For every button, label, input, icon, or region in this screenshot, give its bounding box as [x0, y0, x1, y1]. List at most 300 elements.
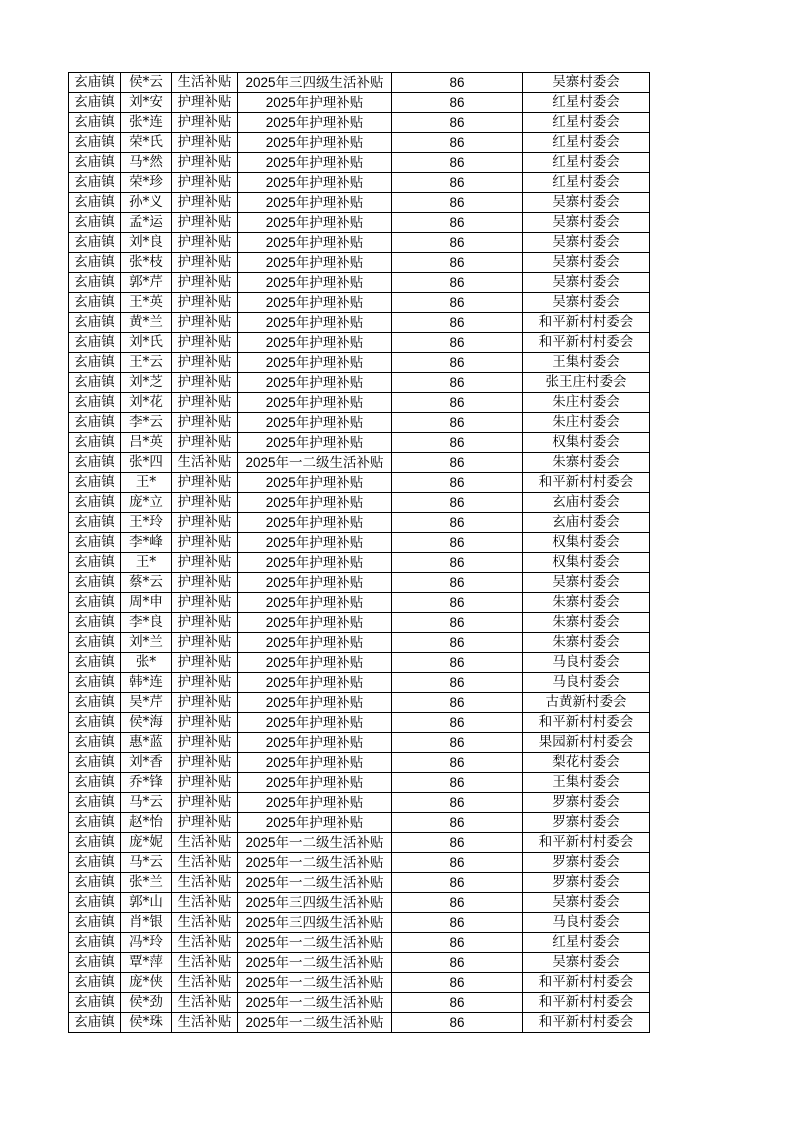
village-cell: 吴寨村委会 — [523, 573, 650, 593]
table-row — [69, 593, 650, 613]
amount-cell: 86 — [392, 733, 523, 753]
name-cell: 黄*兰 — [121, 313, 172, 333]
town-cell: 玄庙镇 — [69, 133, 121, 153]
subsidy-item-cell: 2025年护理补贴 — [238, 653, 392, 673]
subsidy-type-cell: 护理补贴 — [172, 593, 238, 613]
table-row — [69, 613, 650, 633]
subsidy-type-cell: 护理补贴 — [172, 213, 238, 233]
name-cell: 庞*立 — [121, 493, 172, 513]
table-row — [69, 853, 650, 873]
subsidy-type-cell: 生活补贴 — [172, 873, 238, 893]
name-cell: 荣*珍 — [121, 173, 172, 193]
town-cell: 玄庙镇 — [69, 113, 121, 133]
amount-cell: 86 — [392, 793, 523, 813]
subsidy-item-cell: 2025年护理补贴 — [238, 353, 392, 373]
subsidy-item-cell: 2025年护理补贴 — [238, 133, 392, 153]
town-cell: 玄庙镇 — [69, 693, 121, 713]
village-cell: 罗寨村委会 — [523, 793, 650, 813]
table-row — [69, 193, 650, 213]
subsidy-item-cell: 2025年护理补贴 — [238, 593, 392, 613]
name-cell: 王*云 — [121, 353, 172, 373]
subsidy-item-cell: 2025年一二级生活补贴 — [238, 1013, 392, 1033]
name-cell: 孟*运 — [121, 213, 172, 233]
table-row — [69, 433, 650, 453]
town-cell: 玄庙镇 — [69, 873, 121, 893]
town-cell: 玄庙镇 — [69, 473, 121, 493]
town-cell: 玄庙镇 — [69, 573, 121, 593]
subsidy-item-cell: 2025年护理补贴 — [238, 173, 392, 193]
subsidy-type-cell: 护理补贴 — [172, 673, 238, 693]
table-row — [69, 533, 650, 553]
village-cell: 权集村委会 — [523, 533, 650, 553]
amount-cell: 86 — [392, 993, 523, 1013]
subsidy-item-cell: 2025年一二级生活补贴 — [238, 953, 392, 973]
subsidy-type-cell: 生活补贴 — [172, 973, 238, 993]
subsidy-type-cell: 护理补贴 — [172, 413, 238, 433]
town-cell: 玄庙镇 — [69, 313, 121, 333]
town-cell: 玄庙镇 — [69, 353, 121, 373]
amount-cell: 86 — [392, 393, 523, 413]
amount-cell: 86 — [392, 73, 523, 93]
amount-cell: 86 — [392, 873, 523, 893]
amount-cell: 86 — [392, 833, 523, 853]
village-cell: 红星村委会 — [523, 93, 650, 113]
amount-cell: 86 — [392, 513, 523, 533]
village-cell: 吴寨村委会 — [523, 73, 650, 93]
village-cell: 和平新村村委会 — [523, 473, 650, 493]
table-row — [69, 793, 650, 813]
subsidy-item-cell: 2025年护理补贴 — [238, 213, 392, 233]
table-row — [69, 933, 650, 953]
amount-cell: 86 — [392, 373, 523, 393]
table-row — [69, 173, 650, 193]
town-cell: 玄庙镇 — [69, 413, 121, 433]
name-cell: 马*云 — [121, 853, 172, 873]
name-cell: 王* — [121, 553, 172, 573]
table-row — [69, 953, 650, 973]
town-cell: 玄庙镇 — [69, 1013, 121, 1033]
table-row — [69, 833, 650, 853]
subsidy-type-cell: 护理补贴 — [172, 813, 238, 833]
subsidy-item-cell: 2025年护理补贴 — [238, 473, 392, 493]
subsidy-item-cell: 2025年护理补贴 — [238, 333, 392, 353]
town-cell: 玄庙镇 — [69, 213, 121, 233]
town-cell: 玄庙镇 — [69, 433, 121, 453]
table-row — [69, 773, 650, 793]
town-cell: 玄庙镇 — [69, 73, 121, 93]
name-cell: 郭*山 — [121, 893, 172, 913]
village-cell: 马良村委会 — [523, 673, 650, 693]
village-cell: 朱寨村委会 — [523, 453, 650, 473]
town-cell: 玄庙镇 — [69, 793, 121, 813]
subsidy-type-cell: 护理补贴 — [172, 253, 238, 273]
subsidy-type-cell: 护理补贴 — [172, 473, 238, 493]
village-cell: 梨花村委会 — [523, 753, 650, 773]
subsidy-item-cell: 2025年一二级生活补贴 — [238, 853, 392, 873]
subsidy-type-cell: 护理补贴 — [172, 353, 238, 373]
village-cell: 红星村委会 — [523, 933, 650, 953]
table-row — [69, 653, 650, 673]
subsidy-type-cell: 护理补贴 — [172, 613, 238, 633]
name-cell: 冯*玲 — [121, 933, 172, 953]
name-cell: 郭*芹 — [121, 273, 172, 293]
name-cell: 刘*花 — [121, 393, 172, 413]
village-cell: 玄庙村委会 — [523, 513, 650, 533]
amount-cell: 86 — [392, 633, 523, 653]
amount-cell: 86 — [392, 893, 523, 913]
name-cell: 刘*安 — [121, 93, 172, 113]
name-cell: 刘*兰 — [121, 633, 172, 653]
amount-cell: 86 — [392, 113, 523, 133]
name-cell: 张*四 — [121, 453, 172, 473]
amount-cell: 86 — [392, 453, 523, 473]
amount-cell: 86 — [392, 1013, 523, 1033]
town-cell: 玄庙镇 — [69, 953, 121, 973]
subsidy-item-cell: 2025年护理补贴 — [238, 393, 392, 413]
table-row — [69, 273, 650, 293]
subsidy-item-cell: 2025年三四级生活补贴 — [238, 913, 392, 933]
table-row — [69, 313, 650, 333]
village-cell: 古黄新村委会 — [523, 693, 650, 713]
subsidy-item-cell: 2025年护理补贴 — [238, 553, 392, 573]
table-row — [69, 353, 650, 373]
village-cell: 和平新村村委会 — [523, 313, 650, 333]
town-cell: 玄庙镇 — [69, 193, 121, 213]
table-row — [69, 373, 650, 393]
subsidy-item-cell: 2025年护理补贴 — [238, 713, 392, 733]
town-cell: 玄庙镇 — [69, 853, 121, 873]
town-cell: 玄庙镇 — [69, 973, 121, 993]
subsidy-type-cell: 护理补贴 — [172, 93, 238, 113]
table-row — [69, 573, 650, 593]
table-row — [69, 673, 650, 693]
table-row — [69, 493, 650, 513]
amount-cell: 86 — [392, 233, 523, 253]
table-row — [69, 233, 650, 253]
village-cell: 吴寨村委会 — [523, 273, 650, 293]
name-cell: 张*兰 — [121, 873, 172, 893]
amount-cell: 86 — [392, 913, 523, 933]
town-cell: 玄庙镇 — [69, 513, 121, 533]
village-cell: 马良村委会 — [523, 653, 650, 673]
table-row — [69, 873, 650, 893]
table-row — [69, 753, 650, 773]
subsidy-item-cell: 2025年护理补贴 — [238, 273, 392, 293]
town-cell: 玄庙镇 — [69, 893, 121, 913]
subsidy-item-cell: 2025年护理补贴 — [238, 293, 392, 313]
town-cell: 玄庙镇 — [69, 93, 121, 113]
subsidy-item-cell: 2025年护理补贴 — [238, 573, 392, 593]
village-cell: 和平新村村委会 — [523, 973, 650, 993]
table-row — [69, 1013, 650, 1033]
town-cell: 玄庙镇 — [69, 653, 121, 673]
subsidy-type-cell: 护理补贴 — [172, 113, 238, 133]
subsidy-item-cell: 2025年护理补贴 — [238, 513, 392, 533]
village-cell: 吴寨村委会 — [523, 953, 650, 973]
town-cell: 玄庙镇 — [69, 673, 121, 693]
subsidy-table-sheet — [68, 72, 650, 1033]
town-cell: 玄庙镇 — [69, 533, 121, 553]
amount-cell: 86 — [392, 253, 523, 273]
village-cell: 朱寨村委会 — [523, 633, 650, 653]
village-cell: 红星村委会 — [523, 173, 650, 193]
village-cell: 朱庄村委会 — [523, 393, 650, 413]
table-row — [69, 93, 650, 113]
table-row — [69, 473, 650, 493]
village-cell: 和平新村村委会 — [523, 713, 650, 733]
name-cell: 侯*云 — [121, 73, 172, 93]
town-cell: 玄庙镇 — [69, 733, 121, 753]
subsidy-type-cell: 生活补贴 — [172, 853, 238, 873]
subsidy-type-cell: 护理补贴 — [172, 753, 238, 773]
subsidy-item-cell: 2025年护理补贴 — [238, 613, 392, 633]
subsidy-item-cell: 2025年护理补贴 — [238, 533, 392, 553]
subsidy-type-cell: 护理补贴 — [172, 233, 238, 253]
village-cell: 权集村委会 — [523, 553, 650, 573]
name-cell: 韩*连 — [121, 673, 172, 693]
amount-cell: 86 — [392, 613, 523, 633]
name-cell: 庞*侠 — [121, 973, 172, 993]
amount-cell: 86 — [392, 593, 523, 613]
town-cell: 玄庙镇 — [69, 393, 121, 413]
subsidy-item-cell: 2025年一二级生活补贴 — [238, 973, 392, 993]
subsidy-type-cell: 护理补贴 — [172, 533, 238, 553]
name-cell: 马*然 — [121, 153, 172, 173]
amount-cell: 86 — [392, 433, 523, 453]
town-cell: 玄庙镇 — [69, 153, 121, 173]
subsidy-type-cell: 护理补贴 — [172, 653, 238, 673]
subsidy-type-cell: 护理补贴 — [172, 273, 238, 293]
name-cell: 刘*香 — [121, 753, 172, 773]
table-row — [69, 333, 650, 353]
subsidy-table-body — [69, 73, 650, 1033]
amount-cell: 86 — [392, 533, 523, 553]
town-cell: 玄庙镇 — [69, 813, 121, 833]
subsidy-type-cell: 护理补贴 — [172, 713, 238, 733]
amount-cell: 86 — [392, 133, 523, 153]
subsidy-type-cell: 生活补贴 — [172, 953, 238, 973]
subsidy-item-cell: 2025年护理补贴 — [238, 153, 392, 173]
amount-cell: 86 — [392, 93, 523, 113]
village-cell: 朱庄村委会 — [523, 413, 650, 433]
subsidy-item-cell: 2025年一二级生活补贴 — [238, 993, 392, 1013]
amount-cell: 86 — [392, 173, 523, 193]
town-cell: 玄庙镇 — [69, 493, 121, 513]
subsidy-item-cell: 2025年护理补贴 — [238, 773, 392, 793]
name-cell: 覃*萍 — [121, 953, 172, 973]
subsidy-type-cell: 护理补贴 — [172, 513, 238, 533]
amount-cell: 86 — [392, 153, 523, 173]
town-cell: 玄庙镇 — [69, 173, 121, 193]
subsidy-type-cell: 生活补贴 — [172, 833, 238, 853]
subsidy-type-cell: 护理补贴 — [172, 313, 238, 333]
amount-cell: 86 — [392, 693, 523, 713]
amount-cell: 86 — [392, 673, 523, 693]
table-row — [69, 633, 650, 653]
town-cell: 玄庙镇 — [69, 333, 121, 353]
table-row — [69, 453, 650, 473]
amount-cell: 86 — [392, 473, 523, 493]
amount-cell: 86 — [392, 493, 523, 513]
town-cell: 玄庙镇 — [69, 833, 121, 853]
village-cell: 红星村委会 — [523, 153, 650, 173]
village-cell: 罗寨村委会 — [523, 853, 650, 873]
name-cell: 刘*芝 — [121, 373, 172, 393]
subsidy-item-cell: 2025年三四级生活补贴 — [238, 73, 392, 93]
town-cell: 玄庙镇 — [69, 253, 121, 273]
town-cell: 玄庙镇 — [69, 273, 121, 293]
village-cell: 吴寨村委会 — [523, 193, 650, 213]
amount-cell: 86 — [392, 933, 523, 953]
subsidy-type-cell: 护理补贴 — [172, 793, 238, 813]
town-cell: 玄庙镇 — [69, 233, 121, 253]
amount-cell: 86 — [392, 313, 523, 333]
subsidy-item-cell: 2025年护理补贴 — [238, 313, 392, 333]
name-cell: 侯*海 — [121, 713, 172, 733]
village-cell: 马良村委会 — [523, 913, 650, 933]
subsidy-type-cell: 护理补贴 — [172, 553, 238, 573]
village-cell: 吴寨村委会 — [523, 253, 650, 273]
table-row — [69, 393, 650, 413]
village-cell: 朱寨村委会 — [523, 613, 650, 633]
subsidy-item-cell: 2025年护理补贴 — [238, 373, 392, 393]
subsidy-item-cell: 2025年护理补贴 — [238, 193, 392, 213]
subsidy-type-cell: 护理补贴 — [172, 133, 238, 153]
village-cell: 玄庙村委会 — [523, 493, 650, 513]
village-cell: 罗寨村委会 — [523, 873, 650, 893]
town-cell: 玄庙镇 — [69, 453, 121, 473]
subsidy-type-cell: 护理补贴 — [172, 433, 238, 453]
village-cell: 和平新村村委会 — [523, 993, 650, 1013]
village-cell: 吴寨村委会 — [523, 893, 650, 913]
village-cell: 果园新村村委会 — [523, 733, 650, 753]
subsidy-type-cell: 护理补贴 — [172, 393, 238, 413]
town-cell: 玄庙镇 — [69, 713, 121, 733]
village-cell: 红星村委会 — [523, 133, 650, 153]
amount-cell: 86 — [392, 413, 523, 433]
village-cell: 王集村委会 — [523, 353, 650, 373]
table-row — [69, 733, 650, 753]
amount-cell: 86 — [392, 353, 523, 373]
village-cell: 朱寨村委会 — [523, 593, 650, 613]
name-cell: 李*良 — [121, 613, 172, 633]
subsidy-type-cell: 护理补贴 — [172, 193, 238, 213]
name-cell: 李*峰 — [121, 533, 172, 553]
subsidy-type-cell: 护理补贴 — [172, 733, 238, 753]
town-cell: 玄庙镇 — [69, 593, 121, 613]
subsidy-item-cell: 2025年护理补贴 — [238, 673, 392, 693]
subsidy-type-cell: 护理补贴 — [172, 773, 238, 793]
subsidy-type-cell: 生活补贴 — [172, 453, 238, 473]
table-row — [69, 913, 650, 933]
subsidy-type-cell: 护理补贴 — [172, 573, 238, 593]
table-row — [69, 713, 650, 733]
name-cell: 刘*良 — [121, 233, 172, 253]
name-cell: 孙*义 — [121, 193, 172, 213]
name-cell: 张* — [121, 653, 172, 673]
table-row — [69, 693, 650, 713]
subsidy-type-cell: 生活补贴 — [172, 913, 238, 933]
amount-cell: 86 — [392, 573, 523, 593]
name-cell: 侯*劲 — [121, 993, 172, 1013]
name-cell: 乔*锋 — [121, 773, 172, 793]
table-row — [69, 213, 650, 233]
table-row — [69, 253, 650, 273]
town-cell: 玄庙镇 — [69, 913, 121, 933]
subsidy-type-cell: 护理补贴 — [172, 633, 238, 653]
name-cell: 马*云 — [121, 793, 172, 813]
table-row — [69, 553, 650, 573]
subsidy-table — [68, 72, 650, 1033]
subsidy-item-cell: 2025年一二级生活补贴 — [238, 453, 392, 473]
subsidy-item-cell: 2025年护理补贴 — [238, 233, 392, 253]
name-cell: 蔡*云 — [121, 573, 172, 593]
subsidy-type-cell: 生活补贴 — [172, 933, 238, 953]
name-cell: 庞*妮 — [121, 833, 172, 853]
name-cell: 王*英 — [121, 293, 172, 313]
table-row — [69, 813, 650, 833]
village-cell: 罗寨村委会 — [523, 813, 650, 833]
table-row — [69, 153, 650, 173]
subsidy-item-cell: 2025年护理补贴 — [238, 793, 392, 813]
amount-cell: 86 — [392, 333, 523, 353]
amount-cell: 86 — [392, 293, 523, 313]
town-cell: 玄庙镇 — [69, 753, 121, 773]
subsidy-item-cell: 2025年一二级生活补贴 — [238, 933, 392, 953]
subsidy-type-cell: 护理补贴 — [172, 293, 238, 313]
subsidy-item-cell: 2025年护理补贴 — [238, 413, 392, 433]
table-row — [69, 893, 650, 913]
subsidy-type-cell: 生活补贴 — [172, 893, 238, 913]
village-cell: 和平新村村委会 — [523, 833, 650, 853]
subsidy-item-cell: 2025年护理补贴 — [238, 253, 392, 273]
amount-cell: 86 — [392, 193, 523, 213]
table-row — [69, 413, 650, 433]
name-cell: 惠*蓝 — [121, 733, 172, 753]
village-cell: 吴寨村委会 — [523, 213, 650, 233]
name-cell: 李*云 — [121, 413, 172, 433]
town-cell: 玄庙镇 — [69, 773, 121, 793]
village-cell: 权集村委会 — [523, 433, 650, 453]
village-cell: 红星村委会 — [523, 113, 650, 133]
name-cell: 王* — [121, 473, 172, 493]
town-cell: 玄庙镇 — [69, 613, 121, 633]
table-row — [69, 293, 650, 313]
table-row — [69, 973, 650, 993]
town-cell: 玄庙镇 — [69, 373, 121, 393]
subsidy-type-cell: 护理补贴 — [172, 153, 238, 173]
name-cell: 张*枝 — [121, 253, 172, 273]
amount-cell: 86 — [392, 553, 523, 573]
subsidy-item-cell: 2025年一二级生活补贴 — [238, 833, 392, 853]
amount-cell: 86 — [392, 973, 523, 993]
name-cell: 吕*英 — [121, 433, 172, 453]
name-cell: 侯*珠 — [121, 1013, 172, 1033]
name-cell: 荣*氏 — [121, 133, 172, 153]
subsidy-type-cell: 生活补贴 — [172, 73, 238, 93]
subsidy-type-cell: 护理补贴 — [172, 173, 238, 193]
subsidy-item-cell: 2025年护理补贴 — [238, 813, 392, 833]
amount-cell: 86 — [392, 213, 523, 233]
subsidy-type-cell: 生活补贴 — [172, 1013, 238, 1033]
subsidy-item-cell: 2025年三四级生活补贴 — [238, 893, 392, 913]
subsidy-type-cell: 生活补贴 — [172, 993, 238, 1013]
amount-cell: 86 — [392, 713, 523, 733]
amount-cell: 86 — [392, 653, 523, 673]
town-cell: 玄庙镇 — [69, 293, 121, 313]
subsidy-item-cell: 2025年护理补贴 — [238, 493, 392, 513]
village-cell: 和平新村村委会 — [523, 333, 650, 353]
